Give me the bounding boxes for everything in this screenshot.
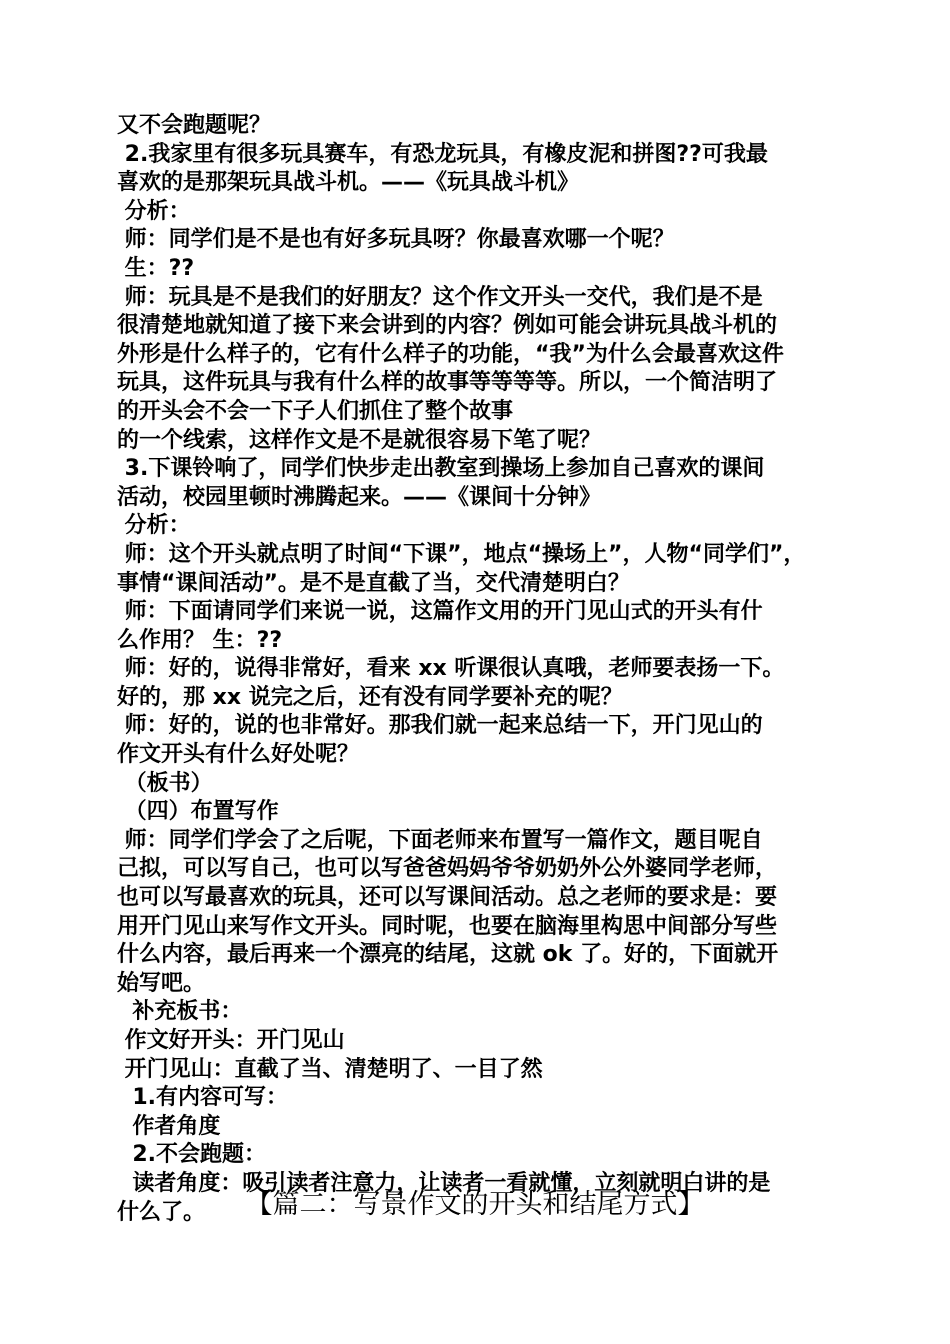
- section-heading: 【篇二：写景作文的开头和结尾方式】: [245, 1189, 705, 1220]
- text-line: 用开门见山来写作文开头。同时呢，也要在脑海里构思中间部分写些: [117, 913, 778, 939]
- text-line: （四）布置写作: [117, 799, 279, 825]
- text-line: 读者角度：吸引读者注意力，让读者一看就懂，立刻就明白讲的是: [117, 1170, 771, 1196]
- text-line: 师：下面请同学们来说一说，这篇作文用的开门见山式的开头有什: [117, 599, 763, 625]
- text-line: 很清楚地就知道了接下来会讲到的内容？例如可能会讲玩具战斗机的: [117, 313, 778, 339]
- document-body: [117, 112, 837, 1227]
- text-line: 又不会跑题呢？: [117, 113, 272, 138]
- text-line: 玩具，这件玩具与我有什么样的故事等等等等。所以，一个简洁明了: [117, 370, 778, 396]
- text-line: 师：这个开头就点明了时间“下课”，地点“操场上”，人物“同学们”，: [117, 541, 806, 567]
- text-line: 喜欢的是那架玩具战斗机。——《玩具战斗机》: [117, 170, 580, 196]
- text-line: 的一个线索，这样作文是不是就很容易下笔了呢？: [117, 427, 602, 453]
- text-line: 分析：: [117, 513, 191, 539]
- text-line: 么作用？ 生：??: [117, 627, 283, 653]
- text-line: 2.我家里有很多玩具赛车，有恐龙玩具，有橡皮泥和拼图??可我最: [117, 141, 768, 167]
- text-line: 开门见山：直截了当、清楚明了、一目了然: [117, 1056, 543, 1082]
- text-line: 2.不会跑题：: [117, 1142, 266, 1168]
- text-line: （板书）: [117, 770, 213, 796]
- text-line: 3.下课铃响了，同学们快步走出教室到操场上参加自己喜欢的课间: [117, 456, 765, 482]
- text-line: 活动，校园里顿时沸腾起来。——《课间十分钟》: [117, 484, 602, 510]
- text-line: 事情“课间活动”。是不是直截了当，交代清楚明白？: [117, 570, 630, 596]
- text-line: 师：同学们学会了之后呢，下面老师来布置写一篇作文，题目呢自: [117, 827, 763, 853]
- text-line: 作文好开头：开门见山: [117, 1028, 345, 1053]
- text-line: 什么内容，最后再来一个漂亮的结尾，这就 ok 了。好的，下面就开: [117, 942, 779, 968]
- text-line: 好的，那 xx 说完之后，还有没有同学要补充的呢？: [117, 684, 623, 710]
- text-line: 师：玩具是不是我们的好朋友？这个作文开头一交代，我们是不是: [117, 284, 763, 310]
- text-line: 作者角度: [117, 1113, 221, 1139]
- text-line: 师：好的，说得非常好，看来 xx 听课很认真哦，老师要表扬一下。: [117, 656, 785, 682]
- text-line: 什么了。: [117, 1199, 206, 1225]
- text-line: 补充板书：: [117, 999, 243, 1025]
- text-line: 分析：: [117, 198, 191, 224]
- text-line: 己拟，可以写自己，也可以写爸爸妈妈爷爷奶奶外公外婆同学老师，: [117, 856, 778, 882]
- text-line: 始写吧。: [117, 970, 206, 996]
- text-line: 的开头会不会一下子人们抓住了整个故事: [117, 398, 514, 424]
- text-line: 师：同学们是不是也有好多玩具呀？你最喜欢哪一个呢？: [117, 227, 675, 253]
- text-line: 1.有内容可写：: [117, 1085, 288, 1111]
- text-line: 作文开头有什么好处呢？: [117, 742, 360, 768]
- text-line: 外形是什么样子的，它有什么样子的功能，“我”为什么会最喜欢这件: [117, 341, 784, 367]
- text-line: 也可以写最喜欢的玩具，还可以写课间活动。总之老师的要求是：要: [117, 885, 778, 911]
- text-line: 生：??: [117, 255, 195, 281]
- text-line: 师：好的，说的也非常好。那我们就一起来总结一下，开门见山的: [117, 713, 763, 739]
